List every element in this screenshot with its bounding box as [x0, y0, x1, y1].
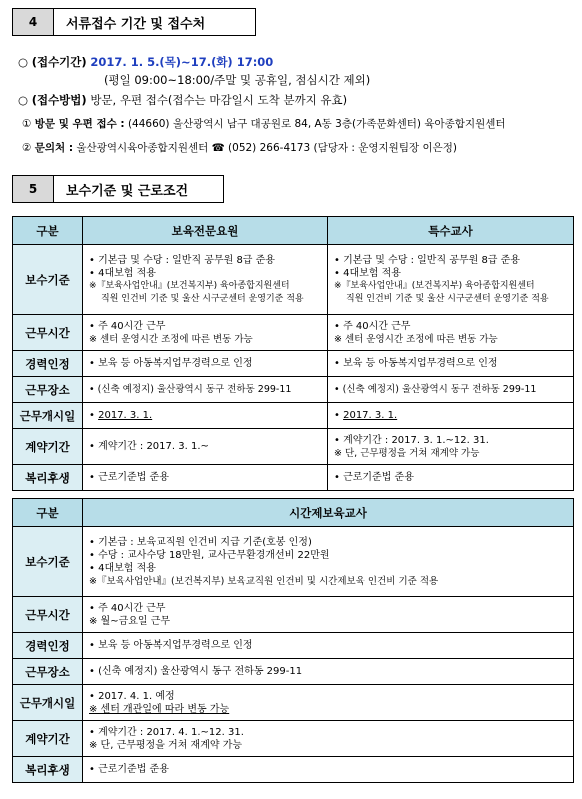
cell-text: • 기본급 : 보육교직원 인건비 지급 기준(호봉 인정): [89, 536, 312, 548]
cell-text: • 계약기간 : 2017. 4. 1.~12. 31.: [89, 726, 244, 738]
section-title: 서류접수 기간 및 접수처: [54, 8, 256, 36]
table-header-row: [13, 499, 574, 527]
table-row: [13, 377, 574, 403]
cell-text: • 4대보험 적용: [89, 562, 156, 574]
section-title: 보수기준 및 근로조건: [54, 175, 224, 203]
row-label: 계약기간: [13, 429, 83, 465]
cell-pay: [83, 527, 574, 597]
cell-contract: [83, 721, 574, 757]
cell-text: ※ 월~금요일 근무: [89, 615, 171, 627]
cell-text: • 주 40시간 근무: [334, 320, 411, 332]
period-value: 2017. 1. 5.(목)~17.(화) 17:00: [90, 55, 274, 69]
row-label: 경력인정: [13, 351, 83, 377]
header-category: 구분: [13, 217, 83, 245]
bullet: •: [334, 410, 340, 421]
table-row: [13, 633, 574, 659]
address-line: [22, 116, 506, 131]
cell-start-a: [83, 403, 328, 429]
cell-text: 2017. 3. 1.: [98, 410, 153, 421]
header-special-teacher: 특수교사: [328, 217, 574, 245]
row-label: 계약기간: [13, 721, 83, 757]
row-label: 근무개시일: [13, 403, 83, 429]
number-bullet: ①: [22, 118, 32, 130]
cell-text: • 기본급 및 수당 : 일반직 공무원 8급 준용: [334, 254, 520, 266]
table-row: [13, 403, 574, 429]
row-label: 근무시간: [13, 597, 83, 633]
table-row: [13, 757, 574, 783]
contact-label: 문의처 :: [34, 142, 74, 154]
contact-line: [22, 140, 457, 155]
cell-text: • 계약기간 : 2017. 3. 1.~12. 31.: [334, 434, 489, 446]
cell-career-a: • 보육 등 아동복지업무경력으로 인정: [83, 351, 328, 377]
table-header-row: [13, 217, 574, 245]
cell-text: ※ 센터 개관일에 따라 변동 가능: [89, 703, 230, 715]
cell-start: [83, 685, 574, 721]
circle-bullet: ○: [18, 93, 29, 107]
method-label: (접수방법): [31, 93, 87, 107]
cell-career: • 보육 등 아동복지업무경력으로 인정: [83, 633, 574, 659]
table-row: [13, 597, 574, 633]
method-value: 방문, 우편 접수(접수는 마감일시 도착 분까지 유효): [90, 93, 348, 107]
row-label: 복리후생: [13, 757, 83, 783]
section-5-header: [12, 175, 224, 203]
row-label: 근무장소: [13, 377, 83, 403]
address-label: 방문 및 우편 접수 :: [34, 118, 125, 130]
cell-place-a: • (신축 예정지) 울산광역시 동구 전하동 299-11: [83, 377, 328, 403]
cell-pay-a: [83, 245, 328, 315]
section-number: 5: [12, 175, 54, 203]
cell-text: 2017. 3. 1.: [343, 410, 398, 421]
period-note: (평일 09:00~18:00/주말 및 공휴일, 점심시간 제외): [104, 73, 371, 87]
table-row: [13, 685, 574, 721]
period-label: (접수기간): [31, 55, 87, 69]
row-label: 근무시간: [13, 315, 83, 351]
cell-place-b: • (신축 예정지) 울산광역시 동구 전하동 299-11: [328, 377, 574, 403]
table-row: [13, 659, 574, 685]
cell-text: ※ 센터 운영시간 조정에 따른 변동 가능: [334, 333, 498, 345]
cell-text: ※『보육사업안내』(보건복지부) 육아종합지원센터: [334, 280, 535, 291]
number-bullet: ②: [22, 142, 32, 154]
address-value: (44660) 울산광역시 남구 대공원로 84, A동 3층(가족문화센터) 육아종합지원센터: [127, 118, 506, 130]
header-category: 구분: [13, 499, 83, 527]
cell-text: • 주 40시간 근무: [89, 602, 166, 614]
header-childcare-specialist: 보육전문요원: [83, 217, 328, 245]
header-part-time-teacher: 시간제보육교사: [83, 499, 574, 527]
row-label: 경력인정: [13, 633, 83, 659]
cell-text: • 주 40시간 근무: [89, 320, 166, 332]
row-label: 근무장소: [13, 659, 83, 685]
cell-welfare-a: • 근로기준법 준용: [83, 465, 328, 491]
cell-contract-b: [328, 429, 574, 465]
cell-welfare-b: • 근로기준법 준용: [328, 465, 574, 491]
cell-text: • 4대보험 적용: [89, 267, 156, 279]
cell-hours-a: [83, 315, 328, 351]
cell-text: ※ 단, 근무평정을 거쳐 재계약 가능: [334, 447, 480, 459]
cell-text: 직원 인건비 기준 및 울산 시구군센터 운영기준 적용: [346, 293, 549, 304]
row-label: 보수기준: [13, 245, 83, 315]
cell-text: ※『보육사업안내』(보건복지부) 육아종합지원센터: [89, 280, 290, 291]
conditions-table-1: [12, 216, 574, 491]
cell-text: • 2017. 4. 1. 예정: [89, 690, 175, 702]
conditions-table-2: [12, 498, 574, 783]
cell-text: • 4대보험 적용: [334, 267, 401, 279]
table-row: [13, 429, 574, 465]
cell-text: ※『보육사업안내』(보건복지부) 보육교직원 인건비 및 시간제보육 인건비 기준 적용: [89, 575, 439, 587]
table-row: [13, 351, 574, 377]
cell-text: 직원 인건비 기준 및 울산 시구군센터 운영기준 적용: [101, 293, 304, 304]
contact-value: (052) 266-4173 (담당자 : 운영지원팀장 이은정): [228, 142, 457, 154]
cell-text: • 수당 : 교사수당 18만원, 교사근무환경개선비 22만원: [89, 549, 330, 561]
cell-pay-b: [328, 245, 574, 315]
cell-hours: [83, 597, 574, 633]
contact-org: 울산광역시육아종합지원센터: [76, 142, 209, 154]
row-label: 복리후생: [13, 465, 83, 491]
bullet: •: [89, 410, 95, 421]
table-row: [13, 315, 574, 351]
row-label: 근무개시일: [13, 685, 83, 721]
cell-contract-a: • 계약기간 : 2017. 3. 1.~: [83, 429, 328, 465]
table-row: [13, 245, 574, 315]
period-line: [18, 54, 273, 70]
cell-start-b: [328, 403, 574, 429]
telephone-icon: ☎: [211, 142, 225, 154]
cell-place: • (신축 예정지) 울산광역시 동구 전하동 299-11: [83, 659, 574, 685]
section-number: 4: [12, 8, 54, 36]
cell-text: ※ 단, 근무평정을 거쳐 재계약 가능: [89, 739, 243, 751]
cell-career-b: • 보육 등 아동복지업무경력으로 인정: [328, 351, 574, 377]
table-row: [13, 721, 574, 757]
cell-hours-b: [328, 315, 574, 351]
cell-text: ※ 센터 운영시간 조정에 따른 변동 가능: [89, 333, 253, 345]
circle-bullet: ○: [18, 55, 29, 69]
table-row: [13, 465, 574, 491]
cell-welfare: • 근로기준법 준용: [83, 757, 574, 783]
cell-text: • 기본급 및 수당 : 일반직 공무원 8급 준용: [89, 254, 275, 266]
row-label: 보수기준: [13, 527, 83, 597]
method-line: [18, 92, 347, 108]
table-row: [13, 527, 574, 597]
section-4-header: [12, 8, 256, 36]
